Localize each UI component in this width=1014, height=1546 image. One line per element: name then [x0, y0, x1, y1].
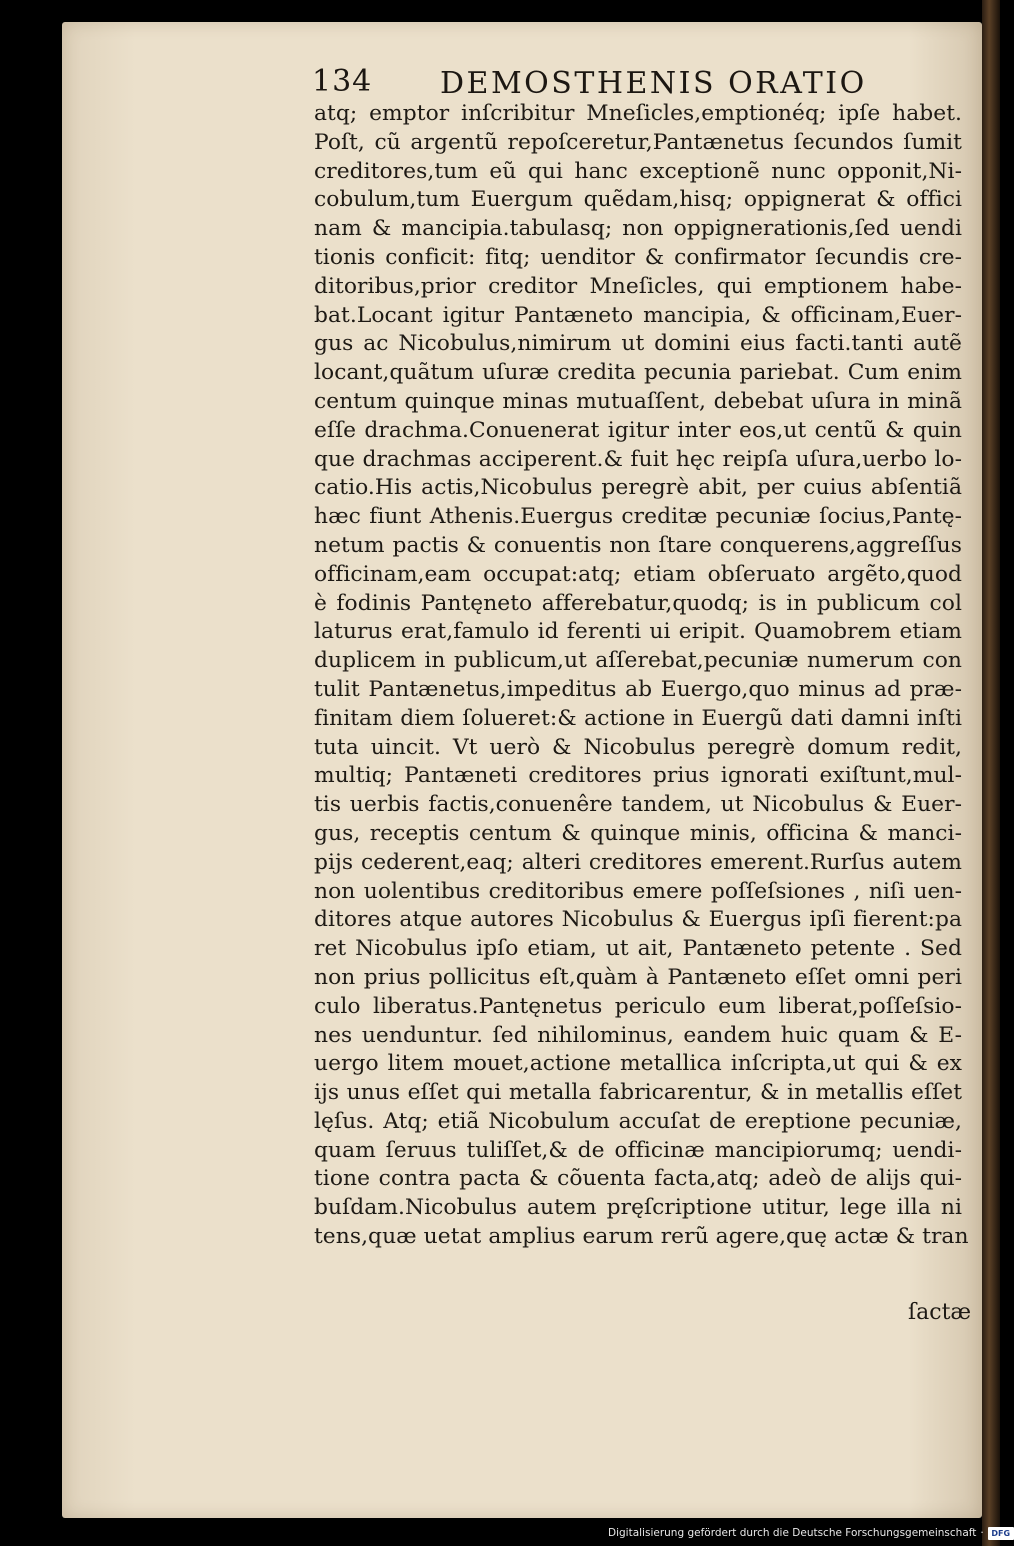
text-line: que drachmas acciperent.& fuit hęc reipſa uſura,uerbo lo-: [314, 446, 962, 472]
text-line: nam & mancipia.tabulasq; non oppignerationis,ſed uendi: [314, 216, 962, 242]
text-line: hæc fiunt Athenis.Euergus creditæ pecuniæ ſocius,Pantę-: [314, 504, 962, 530]
page-number: 134: [312, 64, 373, 99]
credit-text: Digitalisierung gefördert durch die Deutsche Forschungsgemeinschaft: [608, 1527, 977, 1539]
text-line: pijs cederent,eaq; alteri creditores emerent.Rurſus autem: [314, 849, 962, 875]
text-line: eſſe drachma.Conuenerat igitur inter eos,ut centũ & quin: [314, 417, 962, 443]
text-line: tionis conficit: fitq; uenditor & confirmator ſecundis cre-: [314, 244, 962, 270]
catchword: ſactæ: [908, 1300, 972, 1325]
text-line: tis uerbis factis,conuenêre tandem, ut Nicobulus & Euer-: [314, 792, 962, 818]
page-header: [312, 64, 972, 104]
text-line: netum pactis & conuentis non ſtare conquerens,aggreſſus: [314, 532, 962, 558]
text-line: officinam,eam occupat:atq; etiam obſeruato argẽto,quod: [314, 561, 962, 587]
text-line: tulit Pantænetus,impeditus ab Euergo,quo minus ad præ-: [314, 676, 962, 702]
dfg-logo-icon: DFG: [988, 1527, 1014, 1540]
text-line: finitam diem ſolueret:& actione in Euergũ dati damni inſti: [314, 705, 962, 731]
text-line: locant,quãtum uſuræ credita pecunia pariebat. Cum enim: [314, 360, 962, 386]
digitization-credit: [608, 1524, 1014, 1542]
text-line: è fodinis Pantęneto afferebatur,quodq; is in publicum col: [314, 590, 962, 616]
text-line: lęſus. Atq; etiã Nicobulum accuſat de ereptione pecuniæ,: [314, 1108, 962, 1134]
text-line: ditores atque autores Nicobulus & Euergus ipſi fierent:pa: [314, 907, 962, 933]
text-line: tione contra pacta & cõuenta facta,atq; adeò de alijs qui-: [314, 1166, 962, 1192]
text-line: centum quinque minas mutuaſſent, debebat uſura in minã: [314, 388, 962, 414]
text-line: uergo litem mouet,actione metallica inſcripta,ut qui & ex: [314, 1051, 962, 1077]
text-line: duplicem in publicum,ut aſſerebat,pecuniæ numerum con: [314, 648, 962, 674]
text-line: bat.Locant igitur Pantæneto mancipia, & officinam,Euer-: [314, 302, 962, 328]
latin-text-block: [314, 100, 974, 1252]
text-line: cobulum,tum Euergum quẽdam,hisq; oppignerat & offici: [314, 187, 962, 213]
text-line: ijs unus eſſet qui metalla fabricarentur, & in metallis eſſet: [314, 1080, 962, 1106]
text-line: tuta uincit. Vt uerò & Nicobulus peregrè domum redit,: [314, 734, 962, 760]
text-line: ret Nicobulus ipſo etiam, ut ait, Pantæneto petente . Sed: [314, 936, 962, 962]
text-line: creditores,tum eũ qui hanc exceptionẽ nunc opponit,Ni-: [314, 158, 962, 184]
text-line: non prius pollicitus eſt,quàm à Pantæneto eſſet omni peri: [314, 964, 962, 990]
text-line: multiq; Pantæneti creditores prius ignorati exiſtunt,mul-: [314, 763, 962, 789]
text-line: buſdam.Nicobulus autem pręſcriptione utitur, lege illa ni: [314, 1195, 962, 1221]
text-line: non uolentibus creditoribus emere poſſeſsiones , niſi uen-: [314, 878, 962, 904]
text-line: tens,quæ uetat amplius earum rerũ agere,quę actæ & tran: [314, 1224, 969, 1250]
text-line: nes uenduntur. ſed nihilominus, eandem huic quam & E-: [314, 1022, 962, 1048]
running-title: DEMOSTHENIS ORATIO: [440, 66, 867, 101]
book-spine: [982, 0, 1000, 1546]
text-line: Poſt, cũ argentũ repoſceretur,Pantænetus ſecundos ſumit: [314, 129, 962, 155]
text-line: laturus erat,famulo id ferenti ui eripit. Quamobrem etiam: [314, 619, 962, 645]
text-line: ditoribus,prior creditor Mneſicles, qui emptionem habe-: [314, 273, 962, 299]
text-line: culo liberatus.Pantęnetus periculo eum liberat,poſſeſsio-: [314, 993, 962, 1019]
text-line: atq; emptor inſcribitur Mneſicles,emptionéq; ipſe habet.: [314, 101, 962, 126]
credit-separator: ·: [980, 1527, 984, 1539]
text-line: quam ſeruus tuliſſet,& de officinæ mancipiorumq; uendi-: [314, 1137, 962, 1163]
text-line: gus, receptis centum & quinque minis, officina & manci-: [314, 820, 962, 846]
text-line: catio.His actis,Nicobulus peregrè abit, per cuius abſentiã: [314, 475, 962, 501]
text-line: gus ac Nicobulus,nimirum ut domini eius facti.tanti autẽ: [314, 331, 962, 357]
